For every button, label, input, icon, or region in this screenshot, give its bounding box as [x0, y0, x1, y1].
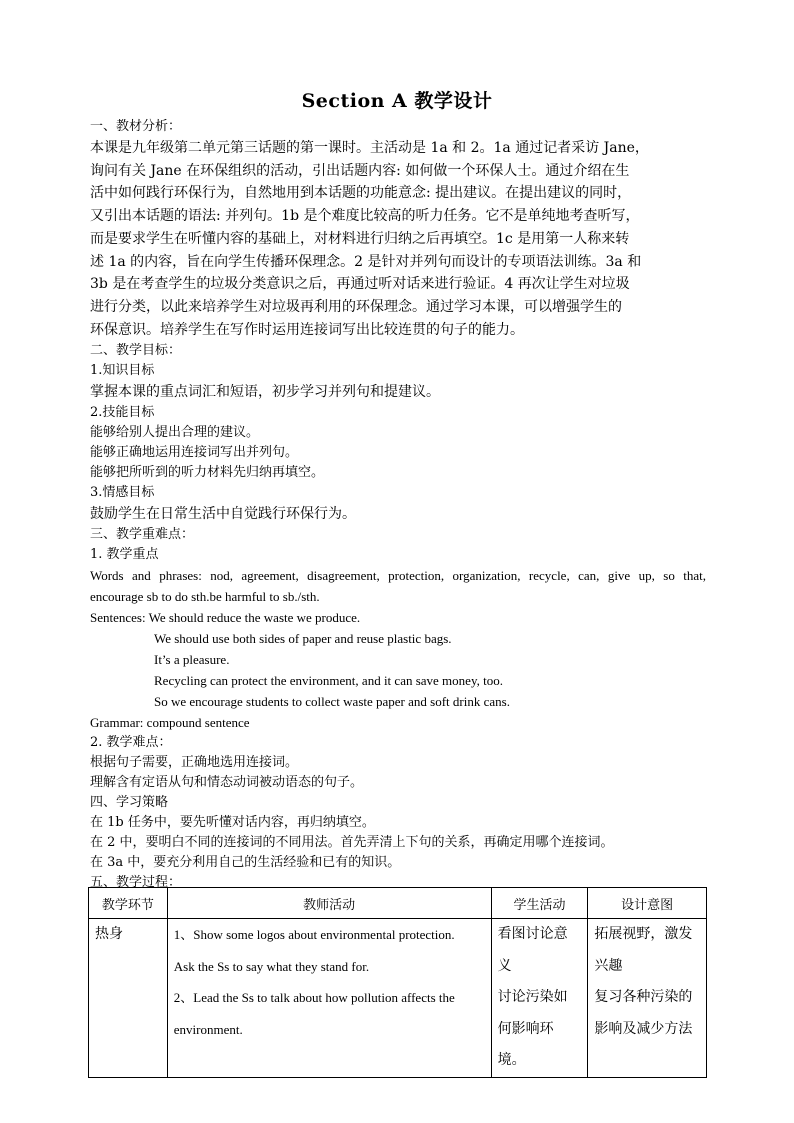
difficulty-heading: 2. 教学难点：	[90, 735, 172, 751]
student-activity-line: 义	[497, 957, 512, 974]
student-activity-line: 何影响环境。	[497, 1020, 554, 1068]
design-purpose-cell	[588, 919, 707, 1078]
strategy-item: 在 2 中，要明白不同的连接词的不同用法。首先弄清上下句的关系，再确定用哪个连接词。	[90, 835, 614, 851]
student-activity-line: 讨论污染如	[497, 989, 568, 1005]
paragraph-line: 环保意识。培养学生在写作时运用连接词写出比较连贯的句子的能力。	[90, 321, 524, 338]
stage-text: 热身	[95, 926, 123, 942]
paragraph-line: 3b 是在考查学生的垃圾分类意识之后，再通过听对话来进行验证。4 再次让学生对垃圾	[90, 276, 630, 293]
table-header-cell: 教学环节	[89, 888, 168, 919]
sentence-item: Recycling can protect the environment, and it can save money, too.	[154, 673, 503, 689]
stage-cell	[89, 919, 168, 1078]
paragraph-line: 而是要求学生在听懂内容的基础上，对材料进行归纳之后再填空。1c 是用第一人称来转	[90, 230, 630, 247]
difficulty-item: 理解含有定语从句和情态动词被动语态的句子。	[90, 775, 364, 791]
teacher-activity-line: Ask the Ss to say what they stand for.	[173, 958, 370, 974]
design-purpose-line: 复习各种污染的	[594, 989, 693, 1005]
paragraph-line: 询问有关 Jane 在环保组织的活动，引出话题内容: 如何做一个环保人士。通过介绍在生	[90, 162, 630, 179]
table-header-cell: 设计意图	[588, 888, 707, 919]
student-activity-line: 看图讨论意	[497, 926, 568, 942]
grammar-line: Grammar: compound sentence	[90, 715, 250, 731]
sentence-item: It’s a pleasure.	[154, 652, 230, 668]
paragraph-line: 述 1a 的内容，旨在向学生传播环保理念。2 是针对并列句而设计的专项语法训练。3a 和	[90, 253, 642, 270]
difficulty-item: 根据句子需要，正确地选用连接词。	[90, 755, 299, 771]
section-heading-key-points: 三、教学重难点：	[90, 527, 195, 543]
section-heading-strategy: 四、学习策略	[90, 795, 169, 811]
skill-objective-heading: 2.技能目标	[90, 405, 155, 421]
strategy-item: 在 3a 中，要充分利用自己的生活经验和已有的知识。	[90, 855, 401, 871]
key-points-heading: 1. 教学重点	[90, 547, 159, 563]
words-phrases-line: encourage sb to do sth.be harmful to sb./sth.	[90, 589, 320, 605]
teacher-activity-cell	[167, 919, 491, 1078]
design-purpose-line: 影响及减少方法	[594, 1020, 693, 1037]
skill-objective-item: 能够正确地运用连接词写出并列句。	[90, 445, 299, 461]
paragraph-line: 本课是九年级第二单元第三话题的第一课时。主活动是 1a 和 2。1a 通过记者采访 Jane，	[90, 140, 649, 156]
analysis-paragraph	[90, 137, 706, 341]
words-phrases-line: Words and phrases: nod, agreement, disagreement, protection, organization, recycle, can, give up, so that,	[90, 568, 706, 584]
section-heading-process: 五、教学过程：	[90, 875, 182, 891]
teacher-activity-line: environment.	[173, 1021, 243, 1037]
knowledge-objective-text: 掌握本课的重点词汇和短语，初步学习并列句和提建议。	[90, 384, 440, 401]
section-heading-objectives: 二、教学目标：	[90, 343, 182, 359]
emotion-objective-text: 鼓励学生在日常生活中自觉践行环保行为。	[90, 506, 356, 523]
skill-objective-item: 能够给别人提出合理的建议。	[90, 425, 260, 441]
design-purpose-line: 拓展视野，激发	[594, 926, 693, 942]
paragraph-line: 活中如何践行环保行为，自然地用到本话题的功能意念: 提出建议。在提出建议的同时，	[90, 185, 632, 202]
section-heading-analysis: 一、教材分析：	[90, 119, 182, 134]
teaching-process-table	[88, 887, 707, 1078]
strategy-item: 在 1b 任务中，要先听懂对话内容，再归纳填空。	[90, 815, 375, 831]
table-row	[89, 919, 707, 1078]
design-purpose-line: 兴趣	[594, 957, 623, 974]
student-activity-cell	[491, 919, 588, 1078]
sentence-item: So we encourage students to collect waste paper and soft drink cans.	[154, 694, 510, 710]
paragraph-line: 进行分类，以此来培养学生对垃圾再利用的环保理念。通过学习本课，可以增强学生的	[90, 298, 622, 315]
sentence-item: We should use both sides of paper and reuse plastic bags.	[154, 631, 452, 647]
paragraph-line: 又引出本话题的语法: 并列句。1b 是个难度比较高的听力任务。它不是单纯地考查听写，	[90, 208, 640, 225]
document-title: Section A 教学设计	[301, 90, 493, 112]
table-header-cell: 教师活动	[167, 888, 491, 919]
document-body	[90, 117, 706, 893]
table-header-row	[89, 888, 707, 919]
teacher-activity-line: 1、Show some logos about environmental protection.	[173, 927, 455, 942]
table-header-cell: 学生活动	[491, 888, 588, 919]
emotion-objective-heading: 3.情感目标	[90, 485, 155, 501]
sentences-label: Sentences: We should reduce the waste we produce.	[90, 610, 361, 626]
knowledge-objective-heading: 1.知识目标	[90, 363, 155, 379]
teacher-activity-line: 2、Lead the Ss to talk about how pollution affects the	[173, 990, 455, 1005]
skill-objective-item: 能够把所听到的听力材料先归纳再填空。	[90, 465, 325, 481]
